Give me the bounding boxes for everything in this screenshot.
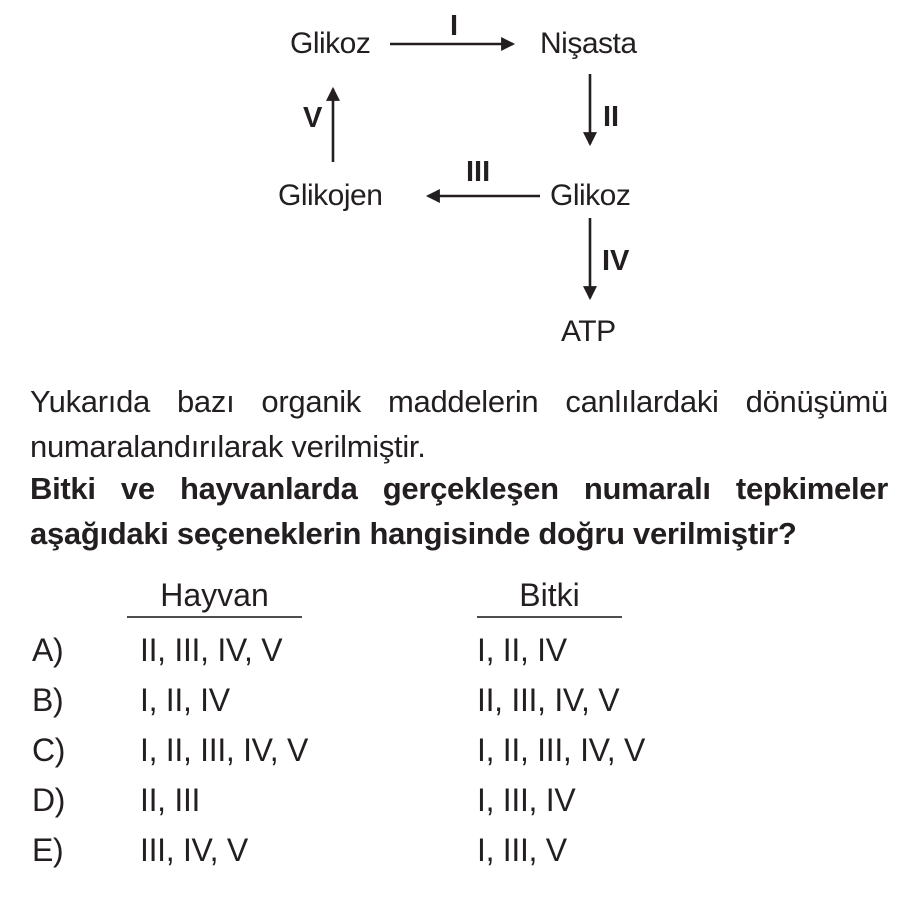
option-plant-value: II, III, IV, V	[477, 681, 620, 718]
option-plant-value: I, II, III, IV, V	[477, 731, 646, 768]
option-letter: C)	[32, 731, 66, 768]
option-plant-value: I, III, V	[477, 831, 567, 868]
arrow-label-i: I	[450, 10, 459, 42]
option-row-d	[32, 775, 882, 825]
options-rows	[32, 625, 882, 875]
option-letter: B)	[32, 681, 64, 718]
question-stem	[30, 466, 888, 556]
question-line-2: aşağıdaki seçeneklerin hangisinde doğru verilmiştir?	[30, 516, 797, 551]
option-letter: A)	[32, 631, 64, 668]
question-line-1: Bitki ve hayvanlarda gerçekleşen numaralı tepkimeler	[30, 471, 888, 506]
option-row-e	[32, 825, 882, 875]
node-atp: ATP	[561, 315, 616, 348]
option-animal-value: I, II, IV	[140, 681, 230, 718]
arrow-label-iii: III	[466, 156, 491, 188]
node-starch: Nişasta	[540, 27, 637, 60]
option-row-b	[32, 675, 882, 725]
column-header-plant: Bitki	[477, 578, 622, 618]
answer-options-table	[32, 578, 882, 875]
intro-line-1: Yukarıda bazı organik maddelerin canlılardaki dönüşümü	[30, 384, 888, 419]
pathway-arrows	[0, 0, 916, 365]
node-glucose-mid: Glikoz	[550, 179, 631, 212]
metabolic-pathway-diagram	[0, 0, 916, 365]
option-animal-value: I, II, III, IV, V	[140, 731, 309, 768]
intro-paragraph	[30, 379, 888, 469]
option-letter: D)	[32, 781, 66, 818]
option-letter: E)	[32, 831, 64, 868]
options-header-row	[32, 578, 882, 618]
option-animal-value: II, III, IV, V	[140, 631, 283, 668]
option-plant-value: I, II, IV	[477, 631, 567, 668]
arrow-label-ii: II	[603, 101, 620, 133]
column-header-animal: Hayvan	[127, 578, 302, 618]
option-animal-value: III, IV, V	[140, 831, 248, 868]
option-row-c	[32, 725, 882, 775]
arrow-label-iv: IV	[602, 245, 630, 277]
intro-line-2: numaralandırılarak verilmiştir.	[30, 429, 426, 464]
node-glucose-top: Glikoz	[290, 27, 371, 60]
node-glycogen: Glikojen	[278, 179, 383, 212]
option-animal-value: II, III	[140, 781, 201, 818]
arrow-label-v: V	[303, 102, 323, 134]
option-plant-value: I, III, IV	[477, 781, 576, 818]
option-row-a	[32, 625, 882, 675]
